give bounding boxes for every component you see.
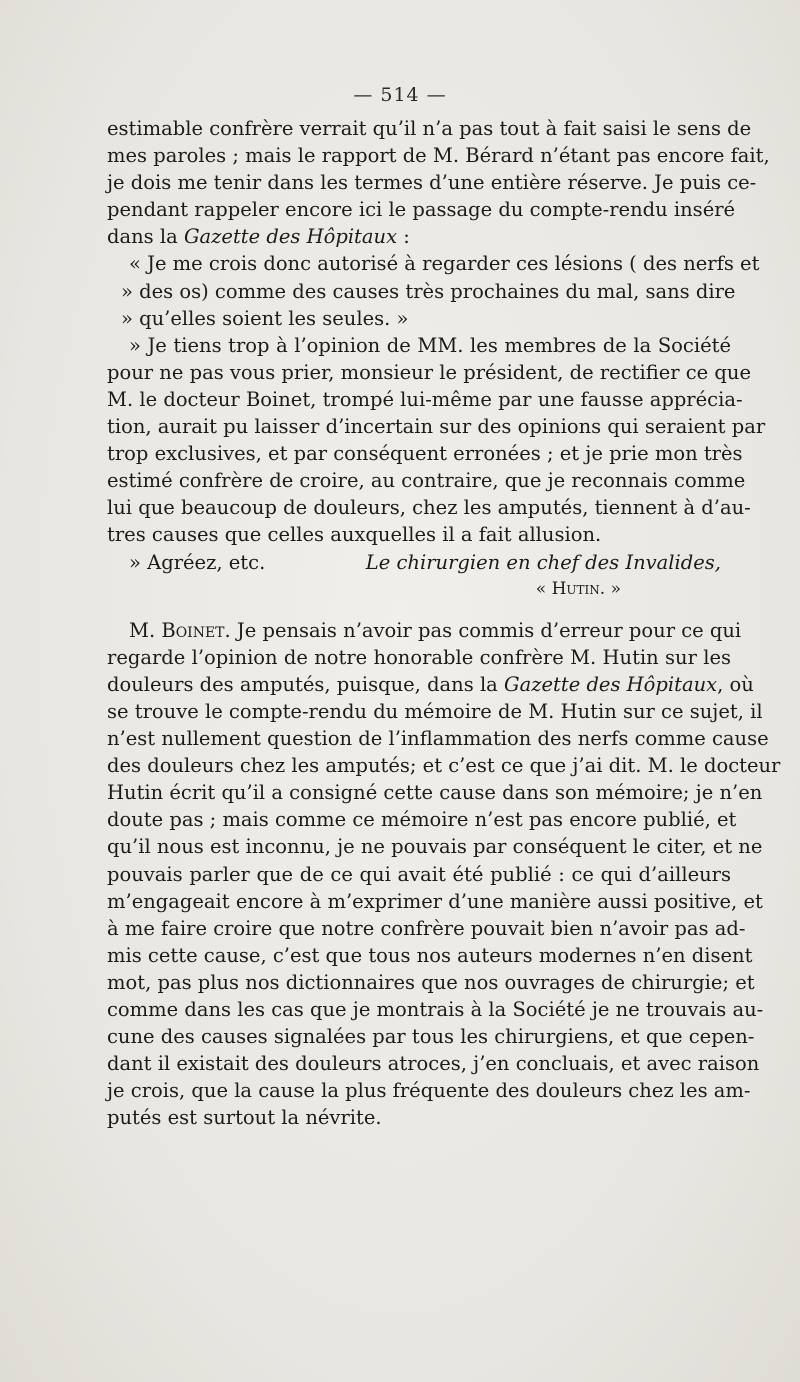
- text-line: lui que beaucoup de douleurs, chez les amputés, tiennent à d’au-: [107, 496, 751, 520]
- text-line: tres causes que celles auxquelles il a fait allusion.: [107, 523, 602, 547]
- text-line: mes paroles ; mais le rapport de M. Bérard n’étant pas encore fait,: [107, 144, 770, 168]
- text-line: [107, 617, 742, 644]
- closing-salutation: » Agréez, etc.: [129, 550, 266, 574]
- signature-name: Hutin: [551, 578, 600, 599]
- text-line: à me faire croire que notre confrère pouvait bien n’avoir pas ad-: [107, 916, 746, 940]
- text-line: » Je tiens trop à l’opinion de MM. les membres de la Société: [129, 333, 731, 357]
- speaker-name: M. Boinet.: [129, 618, 231, 642]
- text-line: je crois, que la cause la plus fréquente des douleurs chez les am-: [107, 1079, 751, 1103]
- paragraph-gap: [107, 603, 731, 617]
- text-line: se trouve le compte-rendu du mémoire de M. Hutin sur ce sujet, il: [107, 699, 763, 723]
- text-line: comme dans les cas que je montrais à la Société je ne trouvais au-: [107, 998, 764, 1021]
- paragraph-2: [107, 332, 766, 549]
- text-line: putés est surtout la névrite.: [107, 1106, 382, 1130]
- paragraph-1: [107, 115, 770, 250]
- text-line: [107, 223, 731, 250]
- text-line: regarde l’opinion de notre honorable confrère M. Hutin sur les: [107, 645, 731, 669]
- quote-line: » qu’elles soient les seules. »: [121, 306, 409, 330]
- text-line: je dois me tenir dans les termes d’une entière réserve. Je puis ce-: [107, 171, 757, 195]
- text-line: m’engageait encore à m’exprimer d’une manière aussi positive, et: [107, 889, 763, 913]
- text-line: pour ne pas vous prier, monsieur le président, de rectifier ce que: [107, 360, 752, 384]
- quote-line: » des os) comme des causes très prochaines du mal, sans dire: [121, 279, 736, 303]
- text-fragment: , où: [717, 672, 754, 696]
- text-line: des douleurs chez les amputés; et c’est ce que j’ai dit. M. le docteur: [107, 754, 781, 778]
- signature-line: [107, 576, 731, 603]
- text-line: trop exclusives, et par conséquent erronées ; et je prie mon très: [107, 442, 743, 466]
- text-line: [107, 671, 754, 698]
- text-line: n’est nullement question de l’inflammation des nerfs comme cause: [107, 727, 769, 751]
- text-line: M. le docteur Boinet, trompé lui-même par une fausse apprécia-: [107, 387, 743, 411]
- text-line: estimé confrère de croire, au contraire, que je reconnais comme: [107, 469, 746, 493]
- signer-title: Le chirurgien en chef des Invalides,: [365, 550, 721, 574]
- text-line: pouvais parler que de ce qui avait été publié : ce qui d’ailleurs: [107, 862, 731, 886]
- text-line: dant il existait des douleurs atroces, j’en concluais, et avec raison: [107, 1052, 760, 1076]
- text-line: pendant rappeler encore ici le passage du compte-rendu inséré: [107, 198, 736, 222]
- text-fragment: «: [535, 578, 552, 599]
- text-fragment: Je pensais n’avoir pas commis d’erreur pour ce qui: [230, 618, 742, 642]
- quote-block: [107, 250, 760, 331]
- text-line: qu’il nous est inconnu, je ne pouvais par conséquent le citer, et ne: [107, 835, 763, 859]
- publication-title: Gazette des Hôpitaux: [183, 225, 398, 249]
- text-line: cune des causes signalées par tous les chirurgiens, et que cepen-: [107, 1025, 755, 1049]
- page-number: — 514 —: [353, 84, 447, 106]
- text-line: tion, aurait pu laisser d’incertain sur des opinions qui seraient par: [107, 415, 766, 439]
- text-line: mis cette cause, c’est que tous nos auteurs modernes n’en disent: [107, 943, 753, 967]
- quote-line: « Je me crois donc autorisé à regarder ces lésions ( des nerfs et: [129, 252, 760, 276]
- text-fragment: :: [397, 225, 410, 249]
- publication-title: Gazette des Hôpitaux: [504, 672, 718, 696]
- text-line: Hutin écrit qu’il a consigné cette cause dans son mémoire; je n’en: [107, 781, 763, 805]
- text-line: estimable confrère verrait qu’il n’a pas tout à fait saisi le sens de: [107, 117, 752, 140]
- text-fragment: . »: [599, 578, 621, 599]
- text-fragment: dans la: [107, 225, 184, 249]
- text-line: doute pas ; mais comme ce mémoire n’est pas encore publié, et: [107, 808, 737, 832]
- body-text: [107, 115, 781, 1131]
- letter-signoff: [107, 549, 731, 576]
- text-fragment: douleurs des amputés, puisque, dans la: [107, 672, 505, 696]
- paragraph-3: [107, 617, 781, 1132]
- text-line: mot, pas plus nos dictionnaires que nos ouvrages de chirurgie; et: [107, 970, 755, 994]
